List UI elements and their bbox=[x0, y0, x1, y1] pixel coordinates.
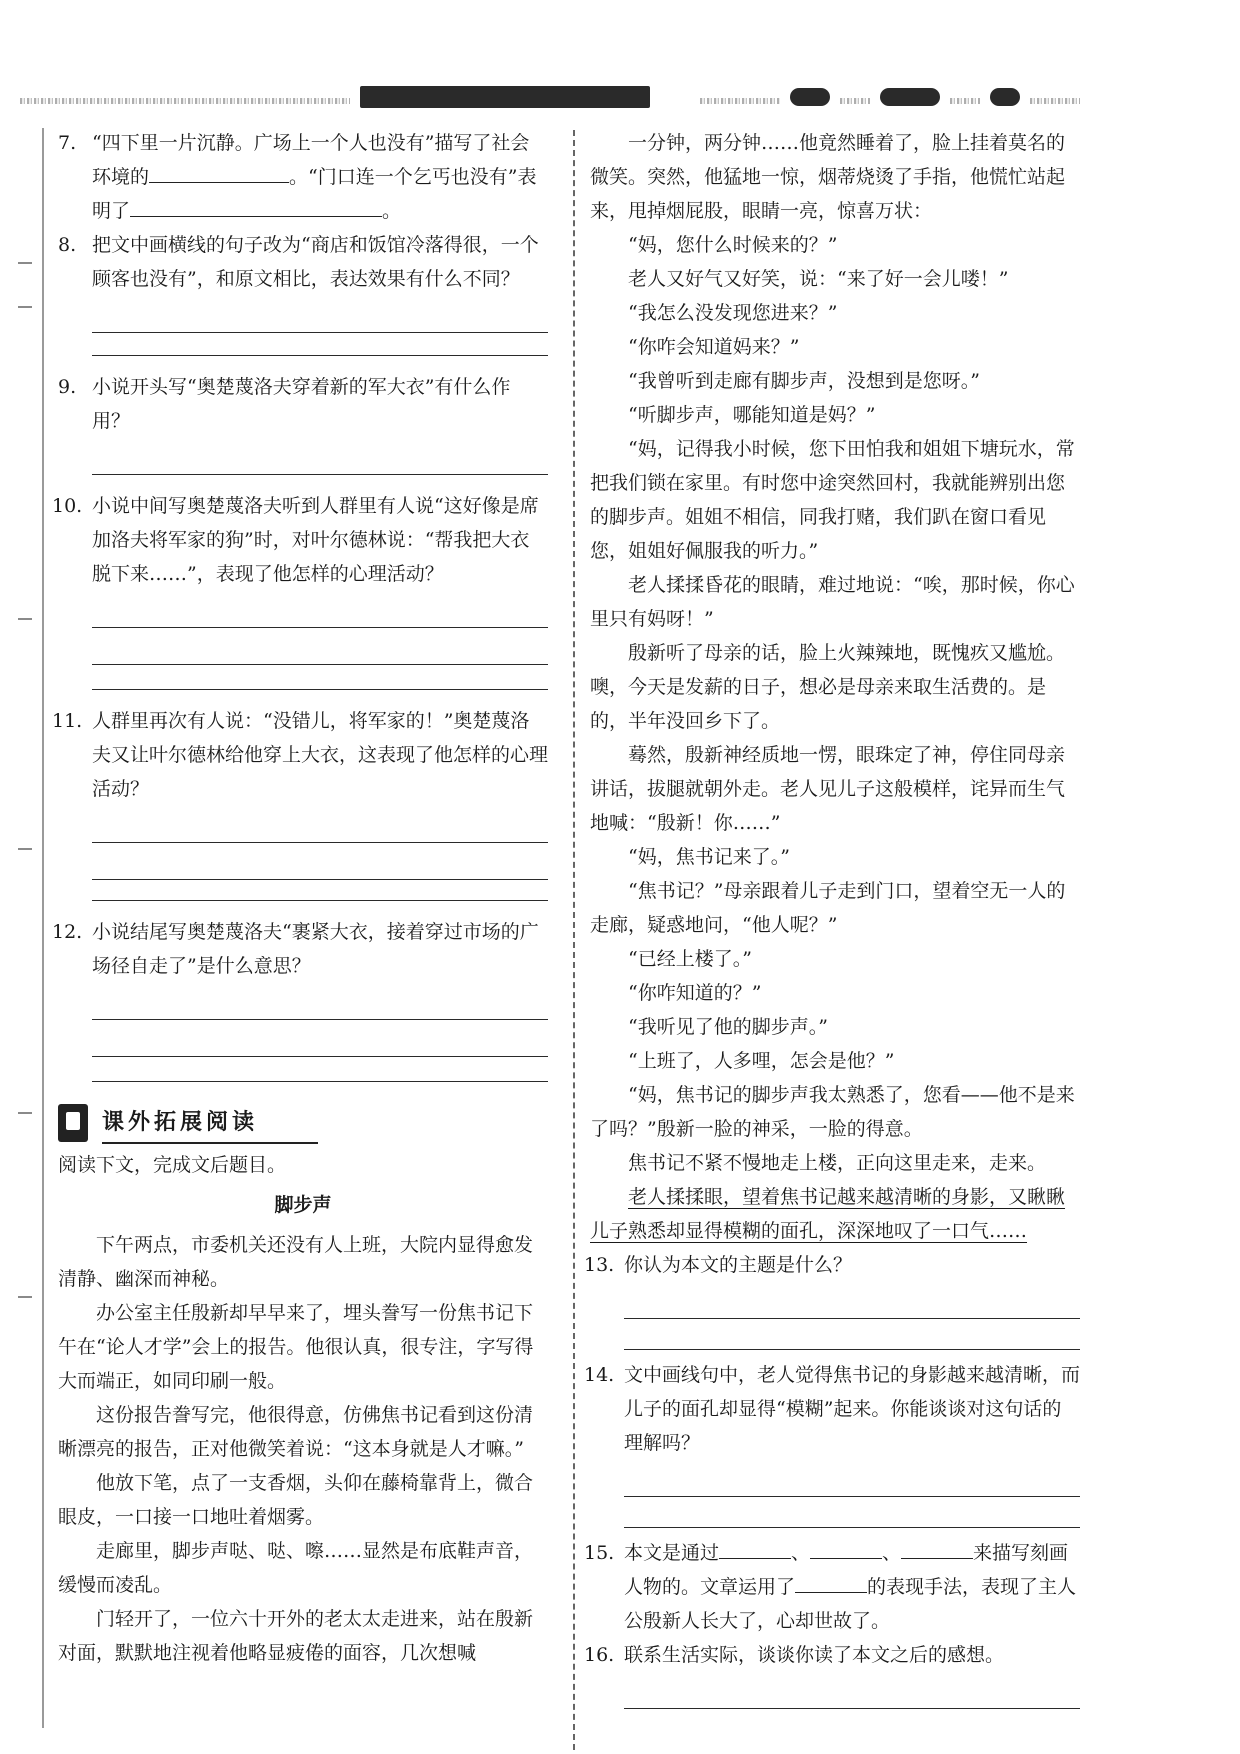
underlined-sentence: 老人揉揉眼，望着焦书记越来越清晰的身影，又瞅瞅儿子熟悉却显得模糊的面孔，深深地叹了一口气…… bbox=[590, 1186, 1066, 1242]
article-paragraph: 他放下笔，点了一支香烟，头仰在藤椅靠背上，微合眼皮，一口接一口地吐着烟雾。 bbox=[58, 1472, 534, 1528]
article-paragraph: 老人又好气又好笑，说：“来了好一会儿喽！” bbox=[628, 268, 1009, 290]
answer-line[interactable] bbox=[92, 665, 548, 690]
answer-blank[interactable] bbox=[810, 1536, 882, 1559]
answer-line[interactable] bbox=[624, 1282, 1080, 1319]
article-paragraph: 这份报告誊写完，他很得意，仿佛焦书记看到这份清晰漂亮的报告，正对他微笑着说：“这本身就是人才嘛。” bbox=[58, 1404, 534, 1460]
answer-blank[interactable] bbox=[130, 194, 382, 217]
article-paragraph: “妈，焦书记来了。” bbox=[628, 846, 790, 868]
article-paragraph: “你咋知道的？” bbox=[628, 982, 762, 1004]
question-text: 的表现手法，表现了主人公殷新人长大了，心却世故了。 bbox=[624, 1576, 1077, 1632]
article-paragraph: “妈，您什么时候来的？” bbox=[628, 234, 838, 256]
answer-line[interactable] bbox=[92, 843, 548, 880]
column-divider bbox=[573, 130, 575, 1750]
article-paragraph: “我听见了他的脚步声。” bbox=[628, 1016, 828, 1038]
question-text: “四下里一片沉静。广场上一个人也没有”描写了社会环境的 bbox=[92, 132, 530, 188]
margin-mark bbox=[18, 306, 32, 308]
article-paragraph: 焦书记不紧不慢地走上楼，正向这里走来，走来。 bbox=[628, 1152, 1047, 1174]
question-text: 、 bbox=[791, 1542, 811, 1564]
answer-line[interactable] bbox=[92, 1020, 548, 1057]
question-text: 、 bbox=[882, 1542, 902, 1564]
question-number: 12. bbox=[52, 921, 83, 943]
answer-line[interactable] bbox=[92, 296, 548, 333]
question-number: 7. bbox=[58, 132, 77, 154]
article-paragraph: 门轻开了，一位六十开外的老太太走进来，站在殷新对面，默默地注视着他略显疲倦的面容，几次想喊 bbox=[58, 1608, 534, 1664]
question-text: 小说中间写奥楚蔑洛夫听到人群里有人说“这好像是席加洛夫将军家的狗”时，对叶尔德林说：“帮我把大衣脱下来……”，表现了他怎样的心理活动？ bbox=[92, 495, 539, 585]
question-16 bbox=[584, 1638, 1080, 1672]
answer-line[interactable] bbox=[624, 1319, 1080, 1350]
question-12 bbox=[52, 915, 548, 983]
section-label: 课外拓展阅读 bbox=[102, 1110, 259, 1135]
answer-line[interactable] bbox=[92, 333, 548, 356]
question-number: 9. bbox=[58, 376, 77, 398]
article-paragraph: 蓦然，殷新神经质地一愣，眼珠定了神，停住同母亲讲话，拔腿就朝外走。老人见儿子这般模样，诧异而生气地喊：“殷新！你……” bbox=[590, 744, 1066, 834]
question-text: 你认为本文的主题是什么？ bbox=[624, 1254, 853, 1276]
article-paragraph: “妈，焦书记的脚步声我太熟悉了，您看——他不是来了吗？”殷新一脸的神采，一脸的得意。 bbox=[590, 1084, 1075, 1140]
question-number: 13. bbox=[584, 1254, 615, 1276]
question-text: 联系生活实际，谈谈你读了本文之后的感想。 bbox=[624, 1644, 1005, 1666]
article-paragraph: “你咋会知道妈来？” bbox=[628, 336, 800, 358]
article-paragraph: “我曾听到走廊有脚步声，没想到是您呀。” bbox=[628, 370, 980, 392]
article-paragraph: 一分钟，两分钟……他竟然睡着了，脸上挂着莫名的微笑。突然，他猛地一惊，烟蒂烧烫了手指，他慌忙站起来，甩掉烟屁股，眼睛一亮，惊喜万状： bbox=[590, 132, 1066, 222]
book-icon bbox=[58, 1104, 88, 1142]
question-14 bbox=[584, 1358, 1081, 1460]
question-number: 10. bbox=[52, 495, 83, 517]
question-number: 15. bbox=[584, 1542, 615, 1564]
question-number: 8. bbox=[58, 234, 77, 256]
article-left-part bbox=[58, 1228, 548, 1670]
answer-blank[interactable] bbox=[719, 1536, 791, 1559]
question-text: 把文中画横线的句子改为“商店和饭馆冷落得很，一个顾客也没有”，和原文相比，表达效果有什么不同？ bbox=[92, 234, 539, 290]
answer-line[interactable] bbox=[92, 438, 548, 475]
section-heading bbox=[58, 1100, 548, 1148]
margin-mark bbox=[18, 1296, 32, 1298]
margin-mark bbox=[18, 262, 32, 264]
answer-line[interactable] bbox=[624, 1672, 1080, 1709]
answer-blank[interactable] bbox=[795, 1570, 867, 1593]
margin-mark bbox=[18, 1112, 32, 1114]
answer-line[interactable] bbox=[624, 1497, 1080, 1528]
question-number: 14. bbox=[584, 1364, 615, 1386]
question-8 bbox=[58, 228, 548, 296]
question-text: 。 bbox=[382, 200, 402, 222]
answer-line[interactable] bbox=[92, 628, 548, 665]
answer-line[interactable] bbox=[92, 983, 548, 1020]
article-paragraph: 下午两点，市委机关还没有人上班，大院内显得愈发清静、幽深而神秘。 bbox=[58, 1234, 534, 1290]
answer-line[interactable] bbox=[92, 1057, 548, 1082]
article-paragraph: “已经上楼了。” bbox=[628, 948, 752, 970]
question-10 bbox=[52, 489, 548, 591]
article-paragraph: 老人揉揉昏花的眼睛，难过地说：“唉，那时候，你心里只有妈呀！” bbox=[590, 574, 1075, 630]
question-text: 本文是通过 bbox=[624, 1542, 720, 1564]
page-header-band bbox=[0, 82, 1240, 116]
answer-line[interactable] bbox=[92, 591, 548, 628]
margin-mark bbox=[18, 848, 32, 850]
article-paragraph: “妈，记得我小时候，您下田怕我和姐姐下塘玩水，常把我们锁在家里。有时您中途突然回村，我就能辨别出您的脚步声。姐姐不相信，同我打赌，我们趴在窗口看见您，姐姐好佩服我的听力。” bbox=[590, 438, 1075, 562]
question-text: 小说结尾写奥楚蔑洛夫“裹紧大衣，接着穿过市场的广场径自走了”是什么意思？ bbox=[92, 921, 539, 977]
article-paragraph: 办公室主任殷新却早早来了，埋头誊写一份焦书记下午在“论人才学”会上的报告。他很认真，很专注，字写得大而端正，如同印刷一般。 bbox=[58, 1302, 534, 1392]
question-13 bbox=[584, 1248, 1080, 1282]
binding-line bbox=[42, 128, 44, 1728]
right-column bbox=[584, 126, 1081, 1709]
article-paragraph: “上班了，人多哩，怎会是他？” bbox=[628, 1050, 895, 1072]
question-11 bbox=[52, 704, 549, 806]
question-number: 11. bbox=[52, 710, 83, 732]
question-text: 。“门口连一个乞丐也没有”表明了 bbox=[92, 166, 537, 222]
answer-line[interactable] bbox=[624, 1460, 1080, 1497]
article-paragraph: “焦书记？”母亲跟着儿子走到门口，望着空无一人的走廊，疑惑地问，“他人呢？” bbox=[590, 880, 1066, 936]
question-text: 来描写刻画人物的。文章运用了 bbox=[624, 1542, 1069, 1598]
answer-line[interactable] bbox=[92, 806, 548, 843]
answer-blank[interactable] bbox=[901, 1536, 973, 1559]
article-paragraph: “听脚步声，哪能知道是妈？” bbox=[628, 404, 876, 426]
question-text: 小说开头写“奥楚蔑洛夫穿着新的军大衣”有什么作用？ bbox=[92, 376, 511, 432]
article-paragraph: 走廊里，脚步声哒、哒、嚓……显然是布底鞋声音，缓慢而凌乱。 bbox=[58, 1540, 534, 1596]
question-9 bbox=[58, 370, 548, 438]
answer-blank[interactable] bbox=[149, 160, 289, 183]
question-15 bbox=[584, 1536, 1080, 1638]
article-paragraph: 殷新听了母亲的话，脸上火辣辣地，既愧疚又尴尬。噢，今天是发薪的日子，想必是母亲来取生活费的。是的，半年没回乡下了。 bbox=[590, 642, 1066, 732]
question-7 bbox=[58, 126, 548, 228]
reading-instruction: 阅读下文，完成文后题目。 bbox=[58, 1154, 287, 1176]
answer-line[interactable] bbox=[92, 880, 548, 901]
margin-mark bbox=[18, 618, 32, 620]
question-text: 文中画线句中，老人觉得焦书记的身影越来越清晰，而儿子的面孔却显得“模糊”起来。你能谈谈对这句话的理解吗？ bbox=[624, 1364, 1081, 1454]
article-paragraph: “我怎么没发现您进来？” bbox=[628, 302, 838, 324]
question-number: 16. bbox=[584, 1644, 615, 1666]
question-text: 人群里再次有人说：“没错儿，将军家的！”奥楚蔑洛夫又让叶尔德林给他穿上大衣，这表现了他怎样的心理活动？ bbox=[92, 710, 549, 800]
article-title: 脚步声 bbox=[274, 1194, 332, 1216]
article-right-part bbox=[590, 126, 1080, 1248]
left-column bbox=[52, 126, 549, 1670]
